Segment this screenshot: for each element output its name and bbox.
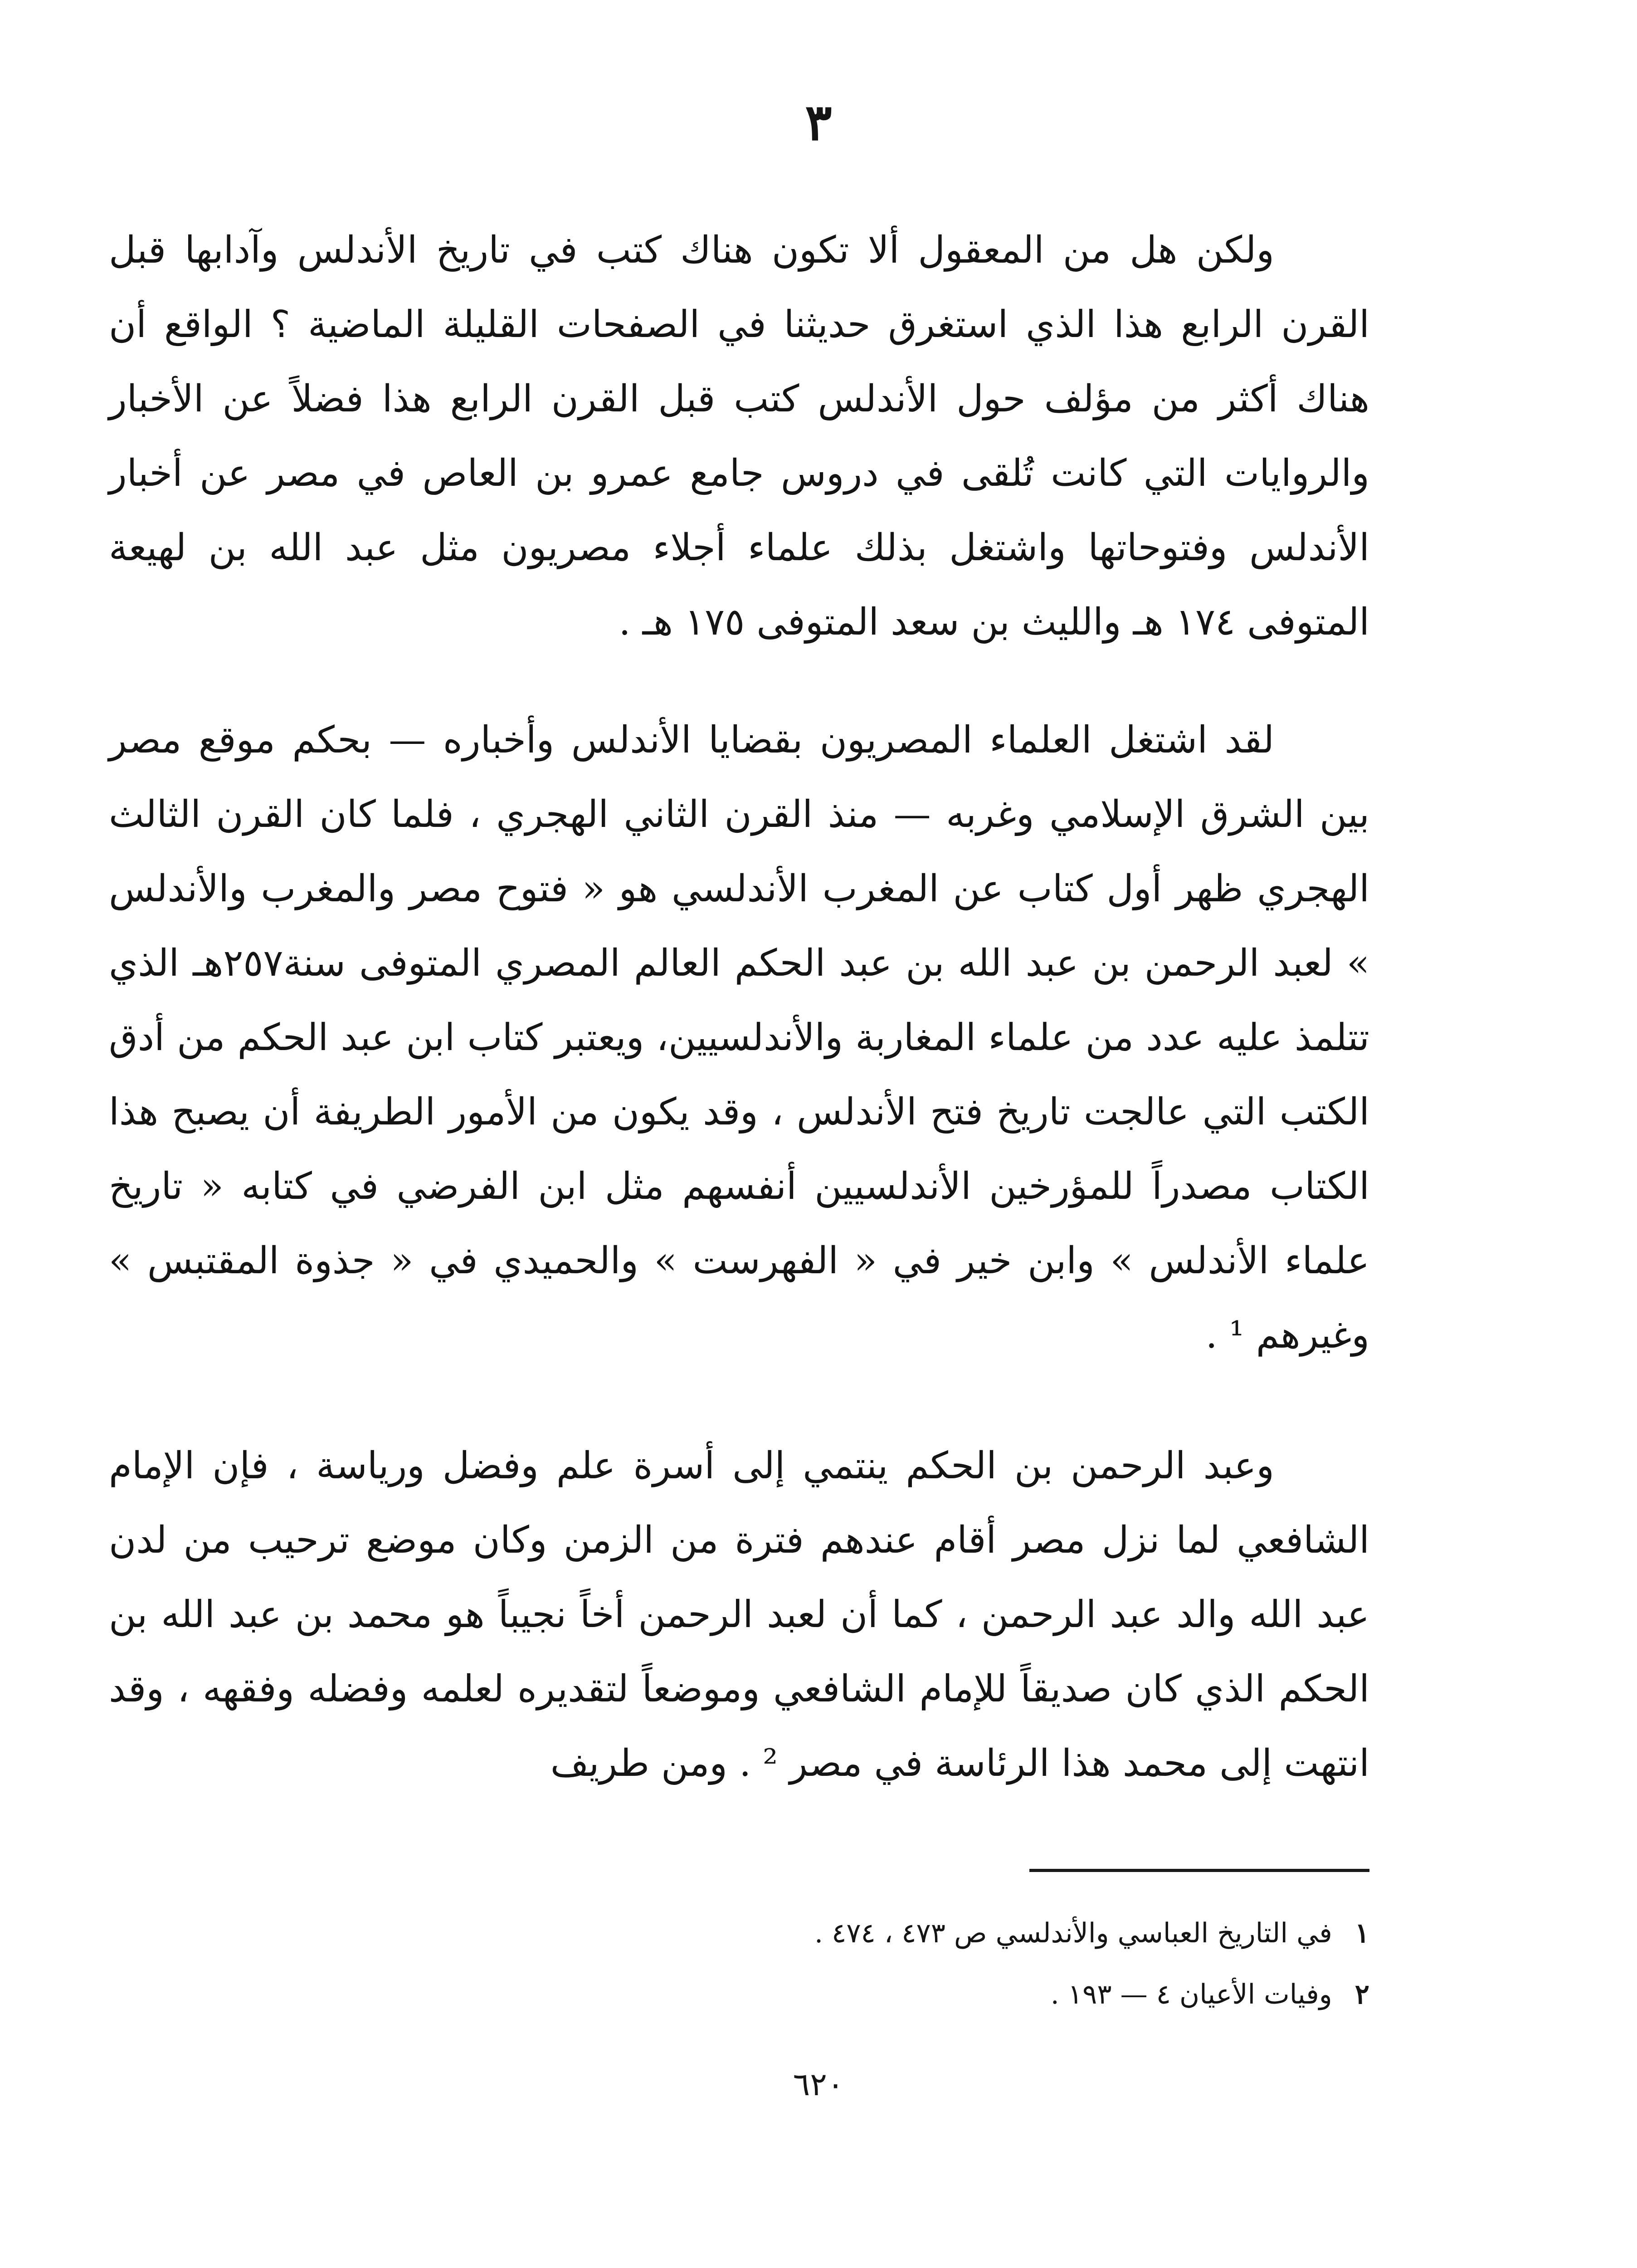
paragraph-text: ولكن هل من المعقول ألا تكون هناك كتب في تاريخ الأندلس وآدابها قبل القرن الرابع هذا الذي استغرق حديثنا في الصفحات القليلة الماضية ؟ الواقع أن هناك أكثر من مؤلف حول الأندلس كتب قبل القرن الرابع هذا فضلاً عن الأخبار والروايات التي كانت تُلقى في دروس جامع عمرو بن العاص في مصر عن أخبار الأندلس وفتوحاتها واشتغل بذلك علماء أجلاء مصريون مثل عبد الله بن لهيعة المتوفى ١٧٤ هـ والليث بن سعد المتوفى ١٧٥ هـ . bbox=[109, 229, 1369, 644]
paragraph-text: وعبد الرحمن بن الحكم ينتمي إلى أسرة علم وفضل ورياسة ، فإن الإمام الشافعي لما نزل مصر أقام عندهم فترة من الزمن وكان موضع ترحيب من لدن عبد الله والد عبد الرحمن ، كما أن لعبد الرحمن أخاً نجيباً هو محمد بن عبد الله بن الحكم الذي كان صديقاً للإمام الشافعي وموضعاً لتقديره لعلمه وفضله وفقهه ، وقد انتهت إلى محمد هذا الرئاسة في مصر ² . ومن طريف bbox=[109, 1444, 1369, 1785]
paragraph-1 bbox=[109, 213, 1369, 660]
page-footer-number: ٦٢٠ bbox=[793, 2066, 844, 2103]
footnote-number: ١ bbox=[1354, 1917, 1369, 1949]
footnote-2 bbox=[109, 1964, 1369, 2025]
footnote-1 bbox=[109, 1903, 1369, 1964]
footnotes bbox=[109, 1903, 1369, 2025]
page-header-number: ٣ bbox=[805, 93, 832, 152]
footnote-number: ٢ bbox=[1354, 1979, 1369, 2010]
footnote-text: في التاريخ العباسي والأندلسي ص ٤٧٣ ، ٤٧٤ . bbox=[814, 1917, 1332, 1949]
paragraph-text: لقد اشتغل العلماء المصريون بقضايا الأندلس وأخباره — بحكم موقع مصر بين الشرق الإسلامي وغربه — منذ القرن الثاني الهجري ، فلما كان القرن الثالث الهجري ظهر أول كتاب عن المغرب الأندلسي هو « فتوح مصر والمغرب والأندلس » لعبد الرحمن بن عبد الله بن عبد الحكم العالم المصري المتوفى سنة٢٥٧هـ الذي تتلمذ عليه عدد من علماء المغاربة والأندلسيين، ويعتبر كتاب ابن عبد الحكم من أدق الكتب التي عالجت تاريخ فتح الأندلس ، وقد يكون من الأمور الطريفة أن يصبح هذا الكتاب مصدراً للمؤرخين الأندلسيين أنفسهم مثل ابن الفرضي في كتابه « تاريخ علماء الأندلس » وابن خير في « الفهرست » والحميدي في « جذوة المقتبس » وغيرهم ¹ . bbox=[109, 719, 1369, 1357]
footnote-divider bbox=[1029, 1869, 1369, 1872]
footnote-text: وفيات الأعيان ٤ — ١٩٣ . bbox=[1050, 1979, 1332, 2010]
paragraph-2 bbox=[109, 703, 1369, 1373]
paragraph-3 bbox=[109, 1429, 1369, 1801]
